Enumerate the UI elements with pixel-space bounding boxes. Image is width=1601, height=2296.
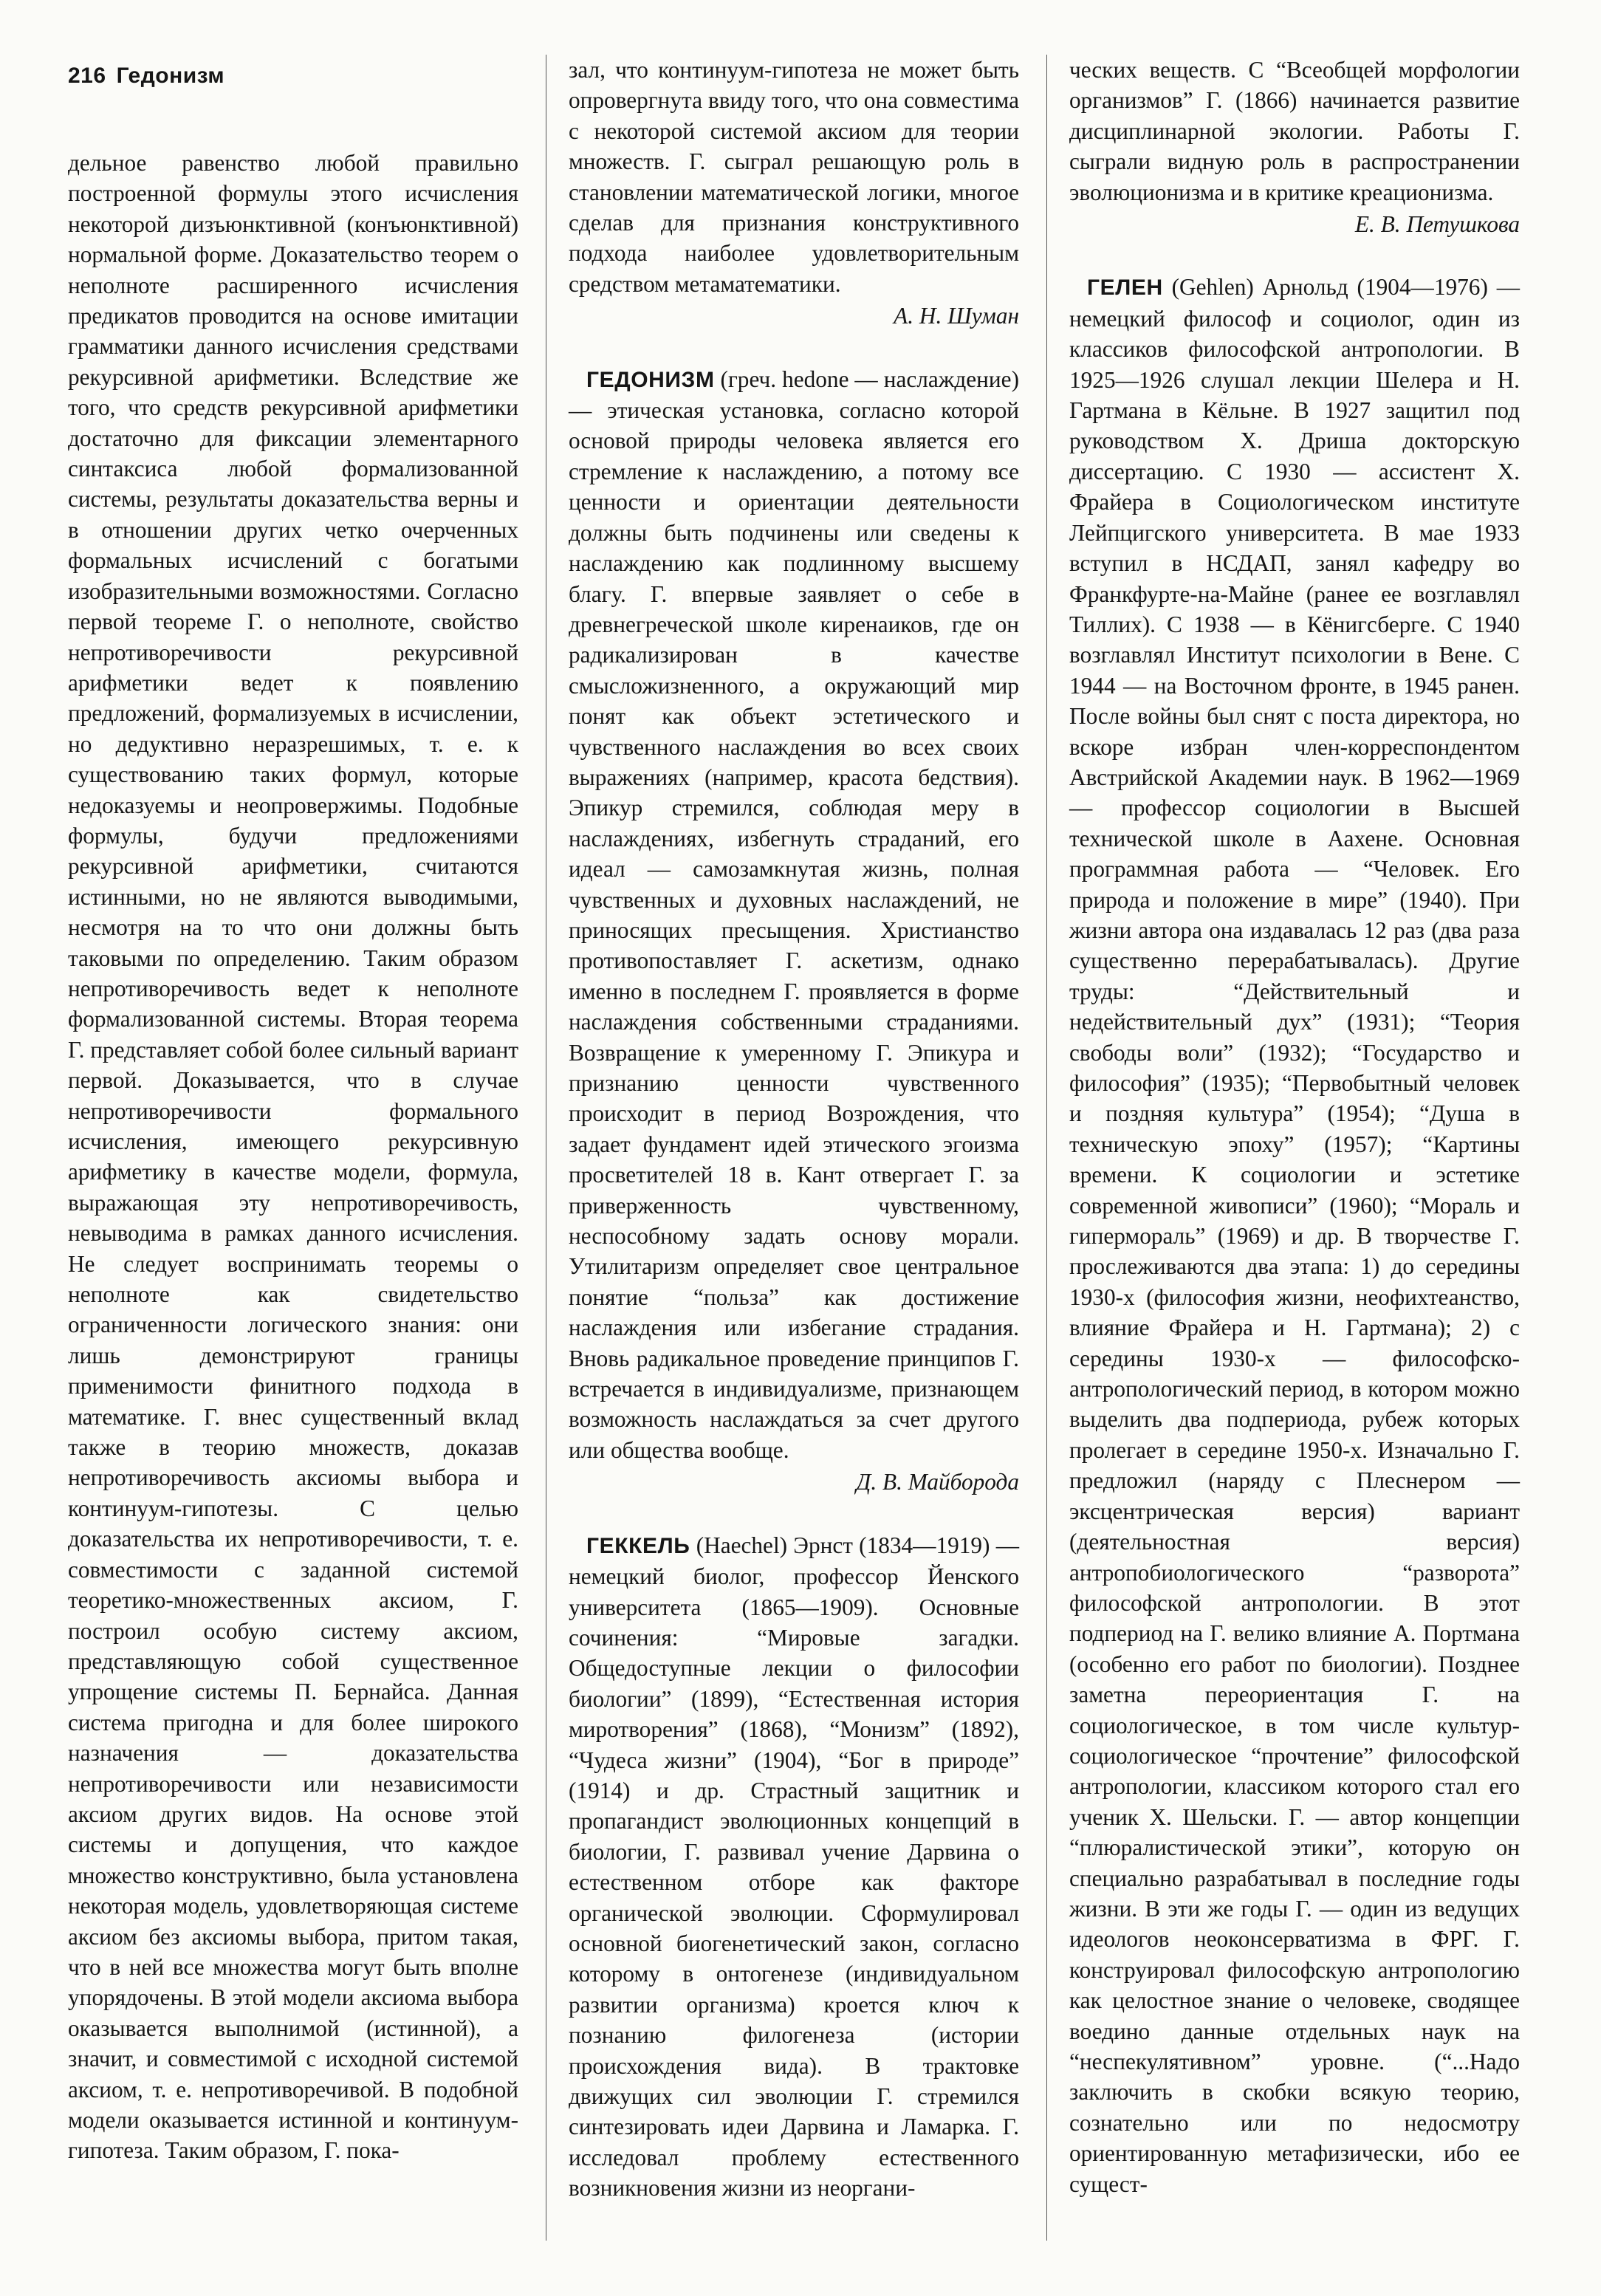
entry-headword: ГЕККЕЛЬ — [586, 1533, 690, 1558]
column-divider — [1046, 55, 1047, 2241]
entry-haeckel — [569, 1530, 1019, 2204]
entry-text: (Gehlen) Арнольд (1904—1976) — немецкий философ и социолог, один из классиков философской антропологии. В 1925—1926 слушал лекции Шелера и Н. Гартмана в Кёльне. В 1927 защитил под руководством Х. Дриша докторскую диссертацию. С 1930 — ассистент Х. Фрайера в Социологическом институте Лейпцигского университета. В мае 1933 вступил в НСДАП, занял кафедру во Франкфурте-на-Майне (ранее ее возглавлял Тиллих). С 1938 — в Кёнигсберге. С 1940 возглавлял Институт психологии в Вене. С 1944 — на Восточном фронте, в 1945 ранен. После войны был снят с поста директора, но вскоре избран член-корреспондентом Австрийской Академии наук. В 1962—1969 — профессор социологии в Высшей технической школе в Аахене. Основная программная работа — “Человек. Его природа и положение в мире” (1940). При жизни автора она издавалась 12 раз (два раза существенно перерабатывалась). Другие труды: “Действительный и недействительный дух” (1931); “Теория свободы воли” (1932); “Государство и философия” (1935); “Первобытный человек и поздняя культура” (1954); “Душа в техническую эпоху” (1957); “Картины времени. К социологии и эстетике современной живописи” (1960); “Мораль и гипермораль” (1969) и др. В творчестве Г. прослеживаются два этапа: 1) до середины 1930-х (философия жизни, неофихтеанство, влияние Фрайера и Н. Гартмана); 2) с середины 1930-х — философско-антропологический период, в котором можно выделить два подпериода, рубеж которых пролегает в середине 1950-х. Изначально Г. предложил (наряду с Плеснером — эксцентрическая версия) вариант (деятельностная версия) антропобиологического “разворота” философской антропологии. В этот подпериод на Г. велико влияние А. Портмана (особенно его работ по биологии). Позднее заметна переориентация Г. на социологическое, в том числе культур-социологическое “прочтение” философской антропологии, классиком которого стал его ученик Х. Шельски. Г. — автор концепции “плюралистической этики”, которую он специально разрабатывал в последние годы жизни. В эти же годы Г. — один из ведущих идеологов неоконсерватизма в ФРГ. Г. конструировал философскую антропологию как целостное знание о человеке, сводящее воедино данные отдельных наук на “неспекулятивном” уровне. (“...Надо заключить в скобки всякую теорию, сознательно или по недосмотру ориентированную метафизически, ибо ее сущест- — [1069, 274, 1520, 2197]
entry-headword: ГЕЛЕН — [1087, 275, 1163, 301]
article-author: Е. В. Петушкова — [1354, 211, 1520, 238]
article-continuation-text: ческих веществ. С “Всеобщей морфологии организмов” Г. (1866) начинается развитие дисциплинарной экологии. Работы Г. сыграли видную роль в распространении эволюционизма и в критике креационизма. — [1069, 57, 1520, 205]
column-middle — [569, 55, 1019, 2204]
running-head-title: Гедонизм — [116, 64, 225, 88]
page-number: 216 — [68, 64, 106, 88]
article-continuation-text: дельное равенство любой правильно построенной формулы этого исчисления некоторой дизъюнктивной (конъюнктивной) нормальной форме. Доказательство теорем о неполноте расширенного исчисления предикатов проводится на основе имитации грамматики данного исчисления средствами рекурсивной арифметики. Вследствие же того, что средств рекурсивной арифметики достаточно для фиксации элементарного синтаксиса любой формализованной системы, результаты доказательства верны и в отношении других четко очерченных формальных исчислений с богатыми изобразительными возможностями. Согласно первой теореме Г. о неполноте, свойство непротиворечивости рекурсивной арифметики ведет к появлению предложений, формализуемых в исчислении, но дедуктивно неразрешимых, т. е. к существованию таких формул, которые недоказуемы и неопровержимы. Подобные формулы, будучи предложениями рекурсивной арифметики, считаются истинными, но не являются выводимыми, несмотря на то что они должны быть таковыми по определению. Таким образом непротиворечивость ведет к неполноте формализованной системы. Вторая теорема Г. представляет собой более сильный вариант первой. Доказывается, что в случае непротиворечивости формального исчисления, имеющего рекурсивную арифметику в качестве модели, формула, выражающая эту непротиворечивость, невыводима в рамках данного исчисления. Не следует воспринимать теоремы о неполноте как свидетельство ограниченности логического знания: они лишь демонстрируют границы применимости финитного подхода в математике. Г. внес существенный вклад также в теорию множеств, доказав непротиворечивость аксиомы выбора и континуум-гипотезы. С целью доказательства их непротиворечивости, т. е. совместимости с заданной системой теоретико-множественных аксиом, Г. построил особую систему аксиом, представляющую собой существенное упрощение системы П. Бернайса. Данная система пригодна и для более широкого назначения — доказательства непротиворечивости или независимости аксиом других видов. На основе этой системы и допущения, что каждое множество конструктивно, была установлена некоторая модель, удовлетворяющая системе аксиом без аксиомы выбора, притом такая, что в ней все множества могут быть вполне упорядочены. В этой модели аксиома выбора оказывается выполнимой (истинной), а значит, и совместимой с исходной системой аксиом, т. е. непротиворечивой. В подобной модели оказывается истинной и континуум-гипотеза. Таким образом, Г. пока- — [68, 150, 518, 2164]
entry-text: (Haechel) Эрнст (1834—1919) — немецкий биолог, профессор Йенского университета (1865—1909). Основные сочинения: “Мировые загадки. Общедоступные лекции о философии биологии” (1899), “Естественная история миротворения” (1868), “Монизм” (1892), “Чудеса жизни” (1904), “Бог в природе” (1914) и др. Страстный защитник и пропагандист эволюционных концепций в биологии, Г. развивал учение Дарвина о естественном отборе как факторе органической эволюции. Сформулировал основной биогенетический закон, согласно которому в онтогенезе (индивидуальном развитии организма) кроется ключ к познанию филогенеза (истории происхождения вида). В трактовке движущих сил эволюции Г. стремился синтезировать идеи Дарвина и Ламарка. Г. исследовал проблему естественного возникновения жизни из неоргани- — [569, 1532, 1019, 2201]
column-left — [68, 148, 518, 2166]
entry-text: (греч. hedone — наслаждение) — этическая установка, согласно которой основой природы человека является его стремление к наслаждению, а потому все ценности и ориентации деятельности должны быть подчинены или сведены к наслаждению как подлинному высшему благу. Г. впервые заявляет о себе в древнегреческой школе киренаиков, где он радикализирован в качестве смысложизненного, а окружающий мир понят как объект эстетического и чувственного наслаждения во всех своих выражениях (например, красота бедствия). Эпикур стремился, соблюдая меру в наслаждениях, избегнуть страданий, его идеал — самозамкнутая жизнь, полная чувственных и духовных наслаждений, не приносящих пресыщения. Христианство противопоставляет Г. аскетизм, однако именно в последнем Г. проявляется в форме наслаждения собственными страданиями. Возвращение к умеренному Г. Эпикура и признанию ценности чувственного происходит в период Возрождения, что задает фундамент идей этического эгоизма просветителей 18 в. Кант отвергает Г. за приверженность чувственному, неспособному задать основу морали. Утилитаризм определяет свое центральное понятие “польза” как достижение наслаждения или избегание страдания. Вновь радикальное проведение принципов Г. встречается в индивидуализме, признающем возможность наслаждаться за счет другого или общества вообще. — [569, 366, 1019, 1463]
entry-headword: ГЕДОНИЗМ — [586, 367, 715, 392]
entry-hedonism — [569, 364, 1019, 1498]
entry-gehlen — [1069, 272, 1520, 2199]
entry-author: Д. В. Майборода — [856, 1469, 1019, 1495]
article-continuation-text: зал, что континуум-гипотеза не может быть опровергнута ввиду того, что она совместима с некоторой системой аксиом для теории множеств. Г. сыграл решающую роль в становлении математической логики, многое сделав для признания конструктивного подхода наиболее удовлетворительным средством метаматематики. — [569, 57, 1019, 297]
article-author: А. Н. Шуман — [894, 303, 1019, 329]
running-head — [68, 64, 224, 89]
column-right — [1069, 55, 1520, 2199]
